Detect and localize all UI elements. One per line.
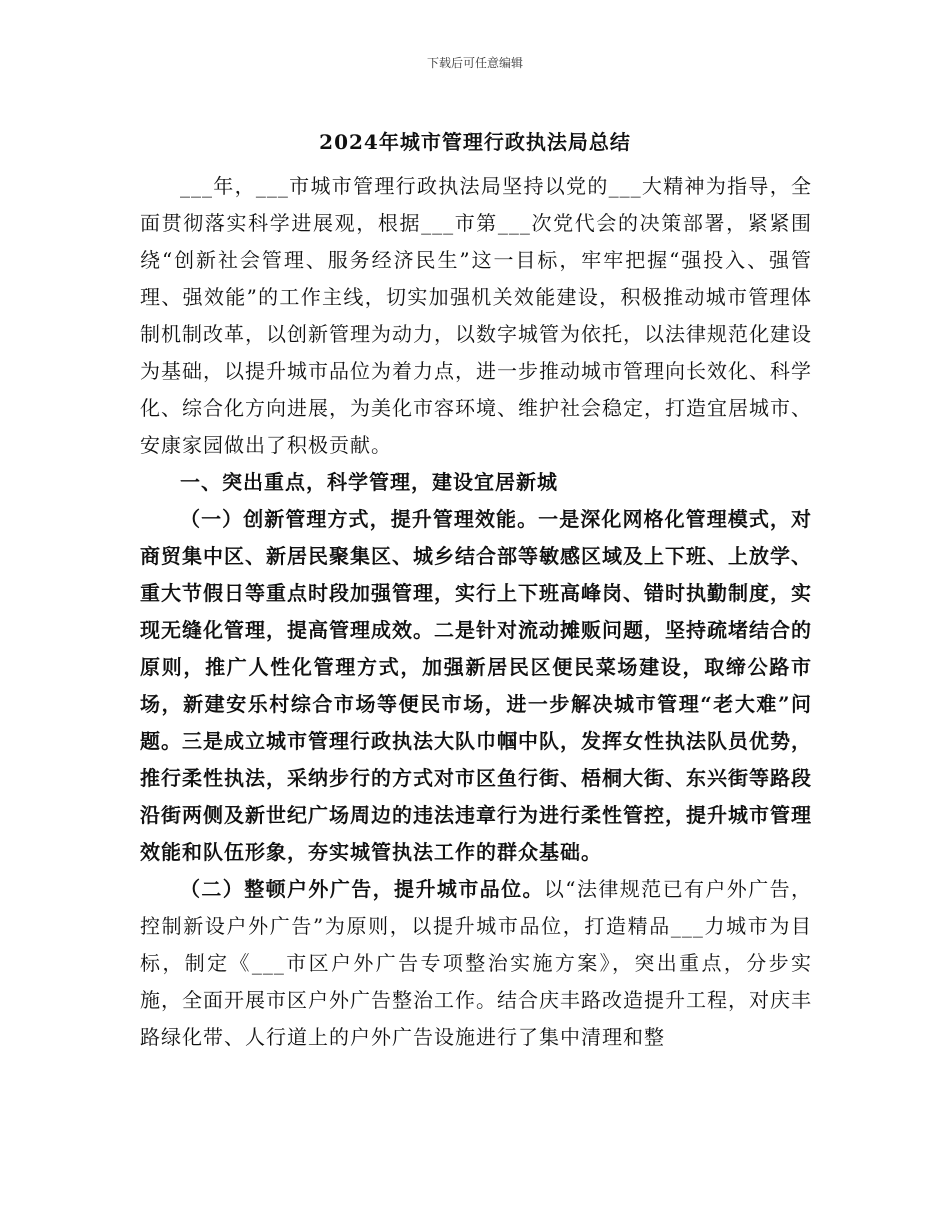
header-note: 下载后可任意编辑	[426, 56, 523, 70]
subsection-2-lead: （二）整顿户外广告，提升城市品位。	[180, 877, 544, 901]
subsection-paragraph-2	[140, 871, 812, 1056]
subsection-paragraph-1: （一）创新管理方式，提升管理效能。一是深化网格化管理模式，对商贸集中区、新居民聚集区、城乡结合部等敏感区域及上下班、上放学、重大节假日等重点时段加强管理，实行上下班高峰岗、错时执勤制度，实现无缝化管理，提高管理成效。二是针对流动摊贩问题，坚持疏堵结合的原则，推广人性化管理方式，加强新居民区便民菜场建设，取缔公路市场，新建安乐村综合市场等便民市场，进一步解决城市管理“老大难”问题。三是成立城市管理行政执法大队巾帼中队，发挥女性执法队员优势，推行柔性执法，采纳步行的方式对市区鱼行街、梧桐大街、东兴街等路段沿街两侧及新世纪广场周边的违法违章行为进行柔性管控，提升城市管理效能和队伍形象，夯实城管执法工作的群众基础。	[140, 507, 812, 864]
document-title: 2024年城市管理行政执法局总结	[319, 130, 631, 154]
document-body	[140, 168, 812, 1056]
subsection-2-body: 以“法律规范已有户外广告，控制新设户外广告”为原则，以提升城市品位，打造精品___力城市为目标，制定《___市区户外广告专项整治实施方案》，突出重点，分步实施，全面开展市区户外广告整治工作。结合庆丰路改造提升工程，对庆丰路绿化带、人行道上的户外广告设施进行了集中清理和整	[140, 877, 812, 1049]
intro-paragraph: ___年，___市城市管理行政执法局坚持以党的___大精神为指导，全面贯彻落实科学进展观，根据___市第___次党代会的决策部署，紧紧围绕“创新社会管理、服务经济民生”这一目标，牢牢把握“强投入、强管理、强效能”的工作主线，切实加强机关效能建设，积极推动城市管理体制机制改革，以创新管理为动力，以数字城管为依托，以法律规范化建设为基础，以提升城市品位为着力点，进一步推动城市管理向长效化、科学化、综合化方向进展，为美化市容环境、维护社会稳定，打造宜居城市、安康家园做出了积极贡献。	[140, 174, 812, 457]
section-heading-1: 一、突出重点，科学管理，建设宜居新城	[180, 470, 558, 494]
